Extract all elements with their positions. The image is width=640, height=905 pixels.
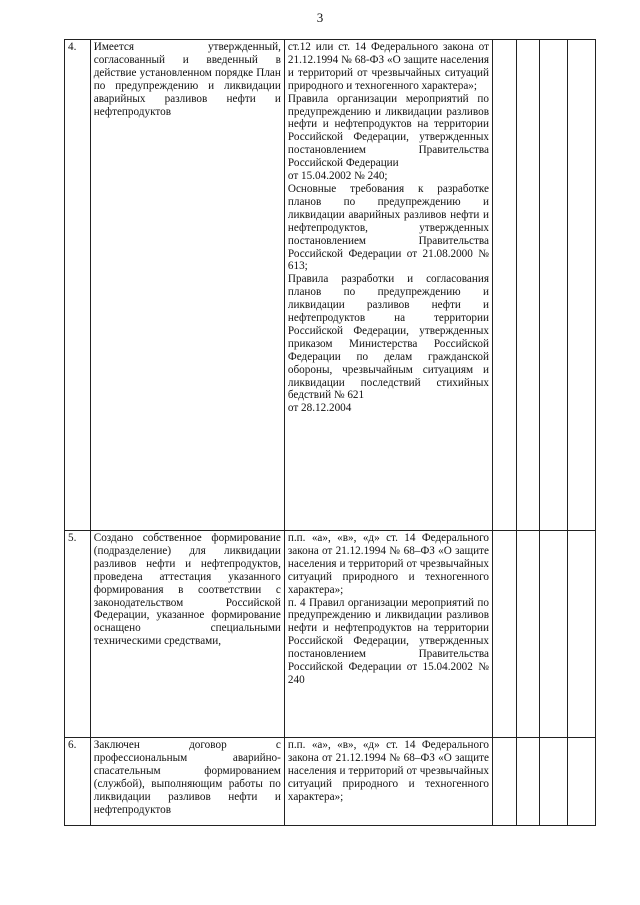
requirement-cell: Имеется утвержденный, согласованный и введенный в действие установленном порядке План по предупреждению и ликвидации аварийных разливов нефти и нефтепродуктов bbox=[90, 40, 284, 531]
legal-reference-cell bbox=[284, 40, 492, 531]
checklist-table bbox=[64, 39, 596, 826]
empty-cell bbox=[540, 738, 568, 826]
reference-paragraph: Правила организации мероприятий по предупреждению и ликвидации разливов нефти и нефтепродуктов на территории Российской Федерации, утвержденных постановлением Правительства Российской Федерации bbox=[287, 92, 489, 170]
reference-paragraph: ст.12 или ст. 14 Федерального закона от 21.12.1994 № 68-ФЗ «О защите населения и территорий от чрезвычайных ситуаций природного и техногенного характера»; bbox=[287, 41, 489, 92]
table-row bbox=[65, 738, 596, 826]
empty-cell bbox=[492, 531, 516, 738]
empty-cell bbox=[568, 738, 596, 826]
reference-paragraph: п.п. «а», «в», «д» ст. 14 Федерального закона от 21.12.1994 № 68–ФЗ «О защите населения и территорий от чрезвычайных ситуаций природного и техногенного характера»; bbox=[287, 739, 489, 803]
table-row bbox=[65, 40, 596, 531]
table-row bbox=[65, 531, 596, 738]
empty-cell bbox=[540, 531, 568, 738]
reference-paragraph: п.п. «а», «в», «д» ст. 14 Федерального закона от 21.12.1994 № 68–ФЗ «О защите населения и территорий от чрезвычайных ситуаций природного и техногенного характера»; bbox=[287, 532, 489, 596]
requirement-cell: Заключен договор с профессиональным аварийно-спасательным формированием (службой), выполняющим работы по ликвидации разливов нефти и нефтепродуктов bbox=[90, 738, 284, 826]
empty-cell bbox=[516, 40, 540, 531]
empty-cell bbox=[492, 738, 516, 826]
page-number: 3 bbox=[316, 10, 324, 25]
legal-reference-cell bbox=[284, 531, 492, 738]
row-number: 5. bbox=[65, 531, 91, 738]
empty-cell bbox=[516, 531, 540, 738]
reference-paragraph: от 15.04.2002 № 240; bbox=[287, 170, 388, 183]
empty-cell bbox=[540, 40, 568, 531]
reference-paragraph: п. 4 Правил организации мероприятий по предупреждению и ликвидации разливов нефти и нефтепродуктов на территории Российской Федерации, утвержденных постановлением Правительства Российской Федерации от 15.04.2002 № 240 bbox=[287, 596, 489, 686]
reference-paragraph: Правила разработки и согласования планов по предупреждению и ликвидации разливов нефти и нефтепродуктов на территории Российской Федерации, утвержденных приказом Министерства Российской Федерации по делам гражданской обороны, чрезвычайным ситуациям и ликвидации последствий стихийных бедствий № 621 bbox=[287, 273, 489, 402]
empty-cell bbox=[568, 531, 596, 738]
reference-paragraph: Основные требования к разработке планов по предупреждению и ликвидации аварийных разливов нефти и нефтепродуктов, утвержденных постановлением Правительства Российской Федерации от 21.08.2000 № 613; bbox=[287, 182, 489, 273]
reference-paragraph: от 28.12.2004 bbox=[287, 402, 352, 415]
empty-cell bbox=[516, 738, 540, 826]
legal-reference-cell bbox=[284, 738, 492, 826]
row-number: 6. bbox=[65, 738, 91, 826]
requirement-cell: Создано собственное формирование (подразделение) для ликвидации разливов нефти и нефтепродуктов, проведена аттестация указанного формирования в соответствии с законодательством Российской Федерации, указанное формирование оснащено специальными техническими средствами, bbox=[90, 531, 284, 738]
row-number: 4. bbox=[65, 40, 91, 531]
empty-cell bbox=[492, 40, 516, 531]
empty-cell bbox=[568, 40, 596, 531]
